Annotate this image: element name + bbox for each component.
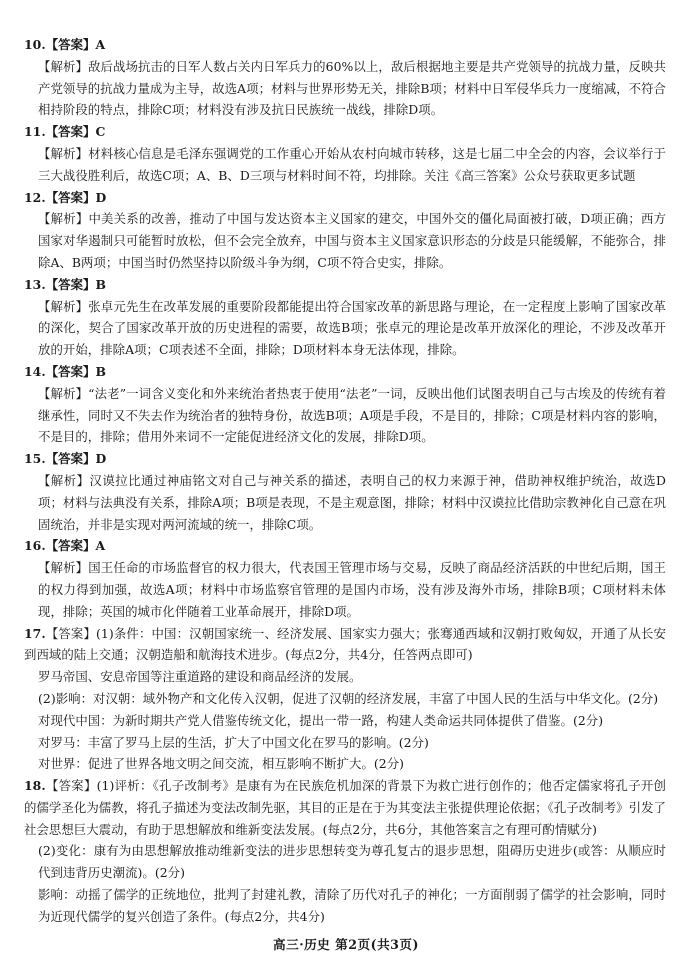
analysis-paragraph: 【解析】国王任命的市场监督官的权力很大，代表国王管理市场与交易，反映了商品经济活跃的中世纪后期，国王的权力得到加强，故选A项；材料中市场监察官管理的是国内市场，没有涉及海外市场，排除B项；C项材料未体现，排除；英国的城市化伴随着工业革命展开，排除D项。 bbox=[38, 560, 666, 619]
question-number: 12. bbox=[24, 189, 46, 205]
question-number: 17. bbox=[24, 625, 46, 641]
question-number: 10. bbox=[24, 37, 46, 52]
question-number: 16. bbox=[24, 538, 46, 554]
question-17 bbox=[24, 623, 666, 776]
answer-paragraph: 影响：动摇了儒学的正统地位，批判了封建礼教，清除了历代对孔子的神化；一方面削弱了儒学的社会影响，同时为近现代儒学的复兴创造了条件。(每点2分，共4分) bbox=[38, 887, 666, 924]
question-16 bbox=[24, 535, 666, 622]
answer-paragraph: 【答案】(1)条件：中国：汉朝国家统一、经济发展、国家实力强大；张骞通西域和汉朝打败匈奴，开通了从长安到西域的陆上交通；汉朝造船和航海技术进步。(每点2分，共4分，任答两点即可) bbox=[24, 625, 666, 663]
answer-label: 【答案】D bbox=[45, 451, 107, 467]
answer-paragraph: 对罗马：丰富了罗马上层的生活，扩大了中国文化在罗马的影响。(2分) bbox=[38, 734, 429, 750]
question-number: 18. bbox=[24, 778, 46, 794]
question-number: 14. bbox=[24, 363, 46, 379]
analysis-paragraph: 【解析】敌后战场抗击的日军人数占关内日军兵力的60%以上，敌后根据地主要是共产党领导的抗战力量，反映共产党领导的抗战力量成为主导，故选A项；材料与世界形势无关，排除B项；材料中日军侵华兵力一度缩减，不符合相持阶段的特点，排除C项；材料没有涉及抗日民族统一战线，排除D项。 bbox=[38, 58, 666, 118]
analysis-paragraph: 【解析】张卓元先生在改革发展的重要阶段都能提出符合国家改革的新思路与理论，在一定程度上影响了国家改革的深化，契合了国家改革开放的历史进程的需要，故选B项；张卓元的理论是改革开放深化的理论，不涉及改革开放的开始，排除A项；C项表述不全面，排除；D项材料本身无法体现，排除。 bbox=[38, 298, 666, 358]
answer-paragraph: 对世界：促进了世界各地文明之间交流，相互影响不断扩大。(2分) bbox=[38, 756, 405, 772]
answer-label: 【答案】D bbox=[45, 189, 107, 205]
answer-label: 【答案】A bbox=[45, 37, 106, 52]
answer-label: 【答案】B bbox=[45, 276, 107, 292]
question-10 bbox=[24, 34, 666, 121]
question-14 bbox=[24, 361, 666, 448]
question-number: 11. bbox=[24, 124, 46, 140]
question-13 bbox=[24, 274, 666, 361]
analysis-paragraph: 【解析】汉谟拉比通过神庙铭文对自己与神关系的描述，表明自己的权力来源于神，借助神权维护统治，故选D项；材料与法典没有关系，排除A项；B项是表现，不是主观意图，排除；材料中汉谟拉比借助宗教神化自己意在巩固统治，并非是实现对两河流域的统一，排除C项。 bbox=[38, 472, 666, 532]
question-number: 13. bbox=[24, 276, 46, 292]
page-footer: 高三·历史 第2页(共3页) bbox=[273, 937, 419, 952]
question-12 bbox=[24, 187, 666, 274]
analysis-paragraph: 【解析】中美关系的改善，推动了中国与发达资本主义国家的建交，中国外交的僵化局面被打破，D项正确；西方国家对华遏制只可能暂时放松，但不会完全放弃，中国与资本主义国家意识形态的分歧是只能缓解，不能弥合，排除A、B两项；中国当时仍然坚持以阶级斗争为纲，C项不符合史实，排除。 bbox=[38, 211, 666, 270]
answer-label: 【答案】A bbox=[45, 538, 106, 554]
question-11 bbox=[24, 121, 666, 186]
question-number: 15. bbox=[24, 451, 46, 467]
question-15 bbox=[24, 448, 666, 535]
analysis-paragraph: 【解析】材料核心信息是毛泽东强调党的工作重心开始从农村向城市转移，这是七届二中全会的内容，会议举行于三大战役胜利后，故选C项；A、B、D三项与材料时间不符，均排除。关注《高三答案》公众号获取更多试题 bbox=[38, 145, 666, 183]
answer-paragraph: 对现代中国：为新时期共产党人借鉴传统文化，提出一带一路，构建人类命运共同体提供了借鉴。(2分) bbox=[38, 712, 604, 728]
answer-paragraph: (2)影响：对汉朝：域外物产和文化传入汉朝，促进了汉朝的经济发展，丰富了中国人民的生活与中华文化。(2分) bbox=[38, 690, 659, 706]
answer-paragraph: 【答案】(1)评析：《孔子改制考》是康有为在民族危机加深的背景下为救亡进行创作的；他否定儒家将孔子开创的儒学圣化为儒教，将孔子描述为变法改制先驱，其目的正是在于为其变法主张提供理论依据；《孔子改制考》引发了社会思想巨大震动，有助于思想解放和维新变法发展。(每点2分，共6分，其他答案言之有理可酌情赋分) bbox=[24, 778, 666, 837]
answer-label: 【答案】C bbox=[45, 124, 106, 140]
answer-paragraph: 罗马帝国、安息帝国等注重道路的建设和商品经济的发展。 bbox=[38, 669, 362, 685]
answer-label: 【答案】B bbox=[45, 363, 107, 379]
question-18 bbox=[24, 775, 666, 928]
answer-paragraph: (2)变化：康有为由思想解放推动维新变法的进步思想转变为尊孔复古的退步思想，阻碍历史进步(或答：从顺应时代到违背历史潮流)。(2分) bbox=[38, 843, 666, 881]
analysis-paragraph: 【解析】“法老”一词含义变化和外来统治者热衷于使用“法老”一词，反映出他们试图表明自己与古埃及的传统有着继承性，同时又不失去作为统治者的独特身份，故选B项；A项是手段，不是目的，排除；C项是材料内容的影响，不是目的，排除；借用外来词不一定能促进经济文化的发展，排除D项。 bbox=[38, 385, 666, 445]
